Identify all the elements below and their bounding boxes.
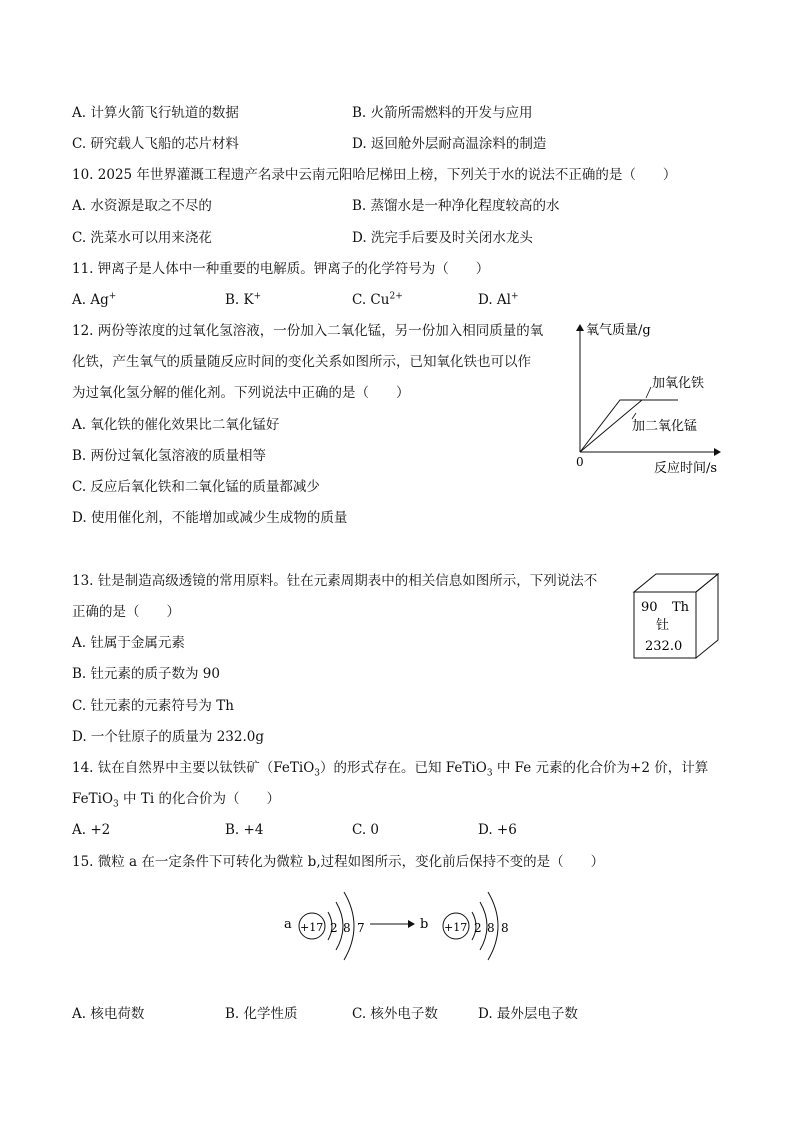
q14-option-c: C. 0 xyxy=(352,822,380,838)
element-name: 钍 xyxy=(656,618,670,633)
q9-option-a: A. 计算火箭飞行轨道的数据 xyxy=(72,105,239,121)
q12-oxygen-chart xyxy=(560,315,730,480)
q13-stem-line-1: 13. 钍是制造高级透镜的常用原料。钍在元素周期表中的相关信息如图所示，下列说法不 xyxy=(72,573,598,589)
q10-stem: 10. 2025 年世界灌溉工程遗产名录中云南元阳哈尼梯田上榜，下列关于水的说法不正确的是（ ） xyxy=(72,167,677,183)
q11-option-c: C. $Cu^{2+}$ xyxy=(352,291,403,308)
q14-option-b: B. +4 xyxy=(225,822,264,838)
atomic-structure-diagram xyxy=(280,876,520,976)
q11-option-a: A. Ag+ xyxy=(72,291,117,308)
q14-stem-line-2: FeTiO$_3$ 中 Ti 的化合价为（ ） xyxy=(72,791,280,810)
q13-stem-line-2: 正确的是（ ） xyxy=(72,604,180,620)
q9-option-b: B. 火箭所需燃料的开发与应用 xyxy=(352,105,533,121)
q15-option-d: D. 最外层电子数 xyxy=(478,1006,578,1022)
q13-option-a: A. 钍属于金属元素 xyxy=(72,635,185,651)
q12-option-a: A. 氧化铁的催化效果比二氧化锰好 xyxy=(72,417,280,433)
leader-iron-oxide xyxy=(646,387,651,398)
q10-option-b: B. 蒸馏水是一种净化程度较高的水 xyxy=(352,198,560,214)
q12-stem-line-2: 化铁，产生氧气的质量随反应时间的变化关系如图所示，已知氧化铁也可以作 xyxy=(72,354,531,370)
q11-option-b: B. K+ xyxy=(225,291,262,308)
q12-option-c: C. 反应后氧化铁和二氧化锰的质量都减少 xyxy=(72,479,320,495)
particle-a-charge: +17 xyxy=(300,921,324,934)
particle-b-shell-1: 2 xyxy=(474,921,482,935)
q10-option-d: D. 洗完手后要及时关闭水龙头 xyxy=(352,230,533,246)
particle-a-shell-2: 8 xyxy=(343,921,351,935)
particle-a-shell-3: 7 xyxy=(357,921,365,935)
q13-option-d: D. 一个钍原子的质量为 232.0g xyxy=(72,729,265,745)
q15-option-a: A. 核电荷数 xyxy=(72,1006,145,1022)
q13-option-c: C. 钍元素的元素符号为 Th xyxy=(72,698,234,714)
q15-stem: 15. 微粒 a 在一定条件下可转化为微粒 b,过程如图所示，变化前后保持不变的是（ ） xyxy=(72,854,605,870)
q14-option-a: A. +2 xyxy=(72,822,111,838)
particle-b-label: b xyxy=(420,917,429,932)
q11-option-d: D. Al+ xyxy=(478,291,519,308)
q14-stem-line-1: 14. 钛在自然界中主要以钛铁矿（FeTiO$_3$）的形式存在。已知 FeTiO$_3$ 中 Fe 元素的化合价为+2 价，计算 xyxy=(72,760,709,779)
q11-stem: 11. 钾离子是人体中一种重要的电解质。钾离子的化学符号为（ ） xyxy=(72,261,490,277)
q15-option-c: C. 核外电子数 xyxy=(352,1006,438,1022)
series-label-manganese-dioxide: 加二氧化锰 xyxy=(632,419,698,434)
q12-stem-line-3: 为过氧化氢分解的催化剂。下列说法中正确的是（ ） xyxy=(72,385,410,401)
q9-option-c: C. 研究载人飞船的芯片材料 xyxy=(72,136,239,152)
element-symbol: Th xyxy=(672,600,690,615)
q9-option-d: D. 返回舱外层耐高温涂料的制造 xyxy=(352,136,547,152)
q13-option-b: B. 钍元素的质子数为 90 xyxy=(72,666,220,682)
atomic-number: 90 xyxy=(641,600,658,615)
origin-label: 0 xyxy=(576,455,584,469)
particle-b-shell-2: 8 xyxy=(487,921,495,935)
q10-option-c: C. 洗菜水可以用来浇花 xyxy=(72,230,212,246)
q10-option-a: A. 水资源是取之不尽的 xyxy=(72,198,212,214)
q12-option-b: B. 两份过氧化氢溶液的质量相等 xyxy=(72,448,267,464)
particle-b-shell-3: 8 xyxy=(501,921,509,935)
series-label-iron-oxide: 加氧化铁 xyxy=(652,376,705,391)
y-axis-label: 氧气质量/g xyxy=(586,323,651,338)
particle-a-shell-1: 2 xyxy=(330,921,338,935)
particle-b-charge: +17 xyxy=(444,921,468,934)
thorium-element-cube xyxy=(628,570,724,665)
q15-option-b: B. 化学性质 xyxy=(225,1006,298,1022)
particle-a-label: a xyxy=(284,917,292,932)
q12-stem-line-1: 12. 两份等浓度的过氧化氢溶液，一份加入二氧化锰，另一份加入相同质量的氧 xyxy=(72,323,544,339)
q14-option-d: D. +6 xyxy=(478,822,517,838)
q12-option-d: D. 使用催化剂，不能增加或减少生成物的质量 xyxy=(72,510,348,526)
x-axis-label: 反应时间/s xyxy=(654,461,718,476)
atomic-mass: 232.0 xyxy=(645,639,683,654)
